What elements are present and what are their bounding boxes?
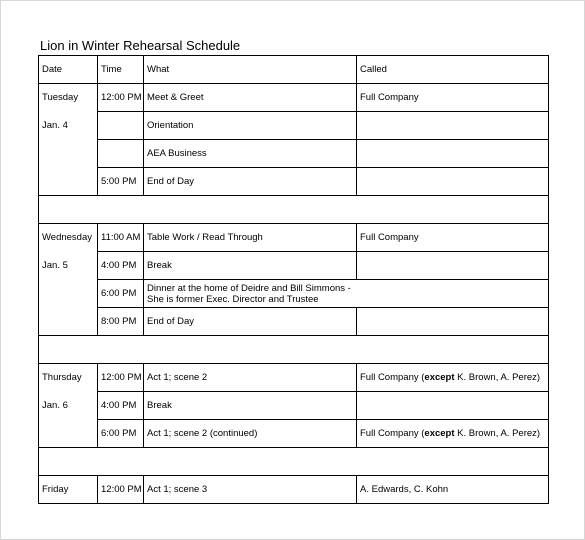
date-label: Jan. 5 xyxy=(39,252,98,280)
table-row xyxy=(39,392,549,420)
date-blank xyxy=(39,168,98,196)
spacer-row xyxy=(39,336,549,364)
header-called: Called xyxy=(357,56,549,84)
date-blank xyxy=(39,308,98,336)
time-cell: 8:00 PM xyxy=(98,308,144,336)
table-row xyxy=(39,280,549,308)
what-cell: End of Day xyxy=(144,308,357,336)
what-cell: Orientation xyxy=(144,112,357,140)
what-cell: Act 1; scene 2 xyxy=(144,364,357,392)
date-blank xyxy=(39,420,98,448)
date-blank xyxy=(39,140,98,168)
called-cell: Full Company xyxy=(357,84,549,112)
time-cell xyxy=(98,140,144,168)
spacer-cell xyxy=(39,448,549,476)
header-time: Time xyxy=(98,56,144,84)
table-row xyxy=(39,364,549,392)
called-except: except xyxy=(424,372,455,383)
date-blank xyxy=(39,280,98,308)
spacer-row xyxy=(39,196,549,224)
what-cell: Break xyxy=(144,252,357,280)
what-cell: Break xyxy=(144,392,357,420)
schedule-table xyxy=(38,55,549,504)
header-what: What xyxy=(144,56,357,84)
table-row xyxy=(39,168,549,196)
time-cell: 11:00 AM xyxy=(98,224,144,252)
called-pre: Full Company ( xyxy=(360,428,425,439)
day-label: Wednesday xyxy=(39,224,98,252)
time-cell: 12:00 PM xyxy=(98,84,144,112)
called-cell xyxy=(357,420,549,448)
time-cell: 12:00 PM xyxy=(98,364,144,392)
spacer-cell xyxy=(39,336,549,364)
called-cell xyxy=(357,140,549,168)
time-cell xyxy=(98,112,144,140)
time-cell: 4:00 PM xyxy=(98,252,144,280)
table-row xyxy=(39,140,549,168)
called-except: except xyxy=(424,428,455,439)
day-label: Tuesday xyxy=(39,84,98,112)
day-label: Thursday xyxy=(39,364,98,392)
table-row xyxy=(39,476,549,504)
time-cell: 12:00 PM xyxy=(98,476,144,504)
table-row xyxy=(39,224,549,252)
day-label: Friday xyxy=(39,476,98,504)
what-cell: AEA Business xyxy=(144,140,357,168)
what-cell: Act 1; scene 2 (continued) xyxy=(144,420,357,448)
called-pre: Full Company ( xyxy=(360,372,425,383)
time-cell: 6:00 PM xyxy=(98,280,144,308)
date-label: Jan. 4 xyxy=(39,112,98,140)
time-cell: 4:00 PM xyxy=(98,392,144,420)
called-cell xyxy=(357,112,549,140)
header-row xyxy=(39,56,549,84)
table-row xyxy=(39,84,549,112)
what-cell-multiline xyxy=(144,280,549,308)
called-cell xyxy=(357,252,549,280)
called-cell xyxy=(357,308,549,336)
schedule-title: Lion in Winter Rehearsal Schedule xyxy=(40,38,241,53)
spacer-cell xyxy=(39,196,549,224)
what-line-2: She is former Exec. Director and Trustee xyxy=(147,293,319,305)
date-label: Jan. 6 xyxy=(39,392,98,420)
time-cell: 5:00 PM xyxy=(98,168,144,196)
time-cell: 6:00 PM xyxy=(98,420,144,448)
called-cell: Full Company xyxy=(357,224,549,252)
what-cell: Act 1; scene 3 xyxy=(144,476,357,504)
called-post: K. Brown, A. Perez) xyxy=(454,372,541,383)
called-cell xyxy=(357,392,549,420)
table-row xyxy=(39,252,549,280)
spacer-row xyxy=(39,448,549,476)
called-post: K. Brown, A. Perez) xyxy=(454,428,541,439)
what-cell: Meet & Greet xyxy=(144,84,357,112)
table-row xyxy=(39,308,549,336)
what-cell: End of Day xyxy=(144,168,357,196)
what-cell: Table Work / Read Through xyxy=(144,224,357,252)
header-date: Date xyxy=(39,56,98,84)
called-cell xyxy=(357,168,549,196)
what-line-1: Dinner at the home of Deidre and Bill Simmons - xyxy=(147,282,351,294)
table-row xyxy=(39,112,549,140)
called-cell xyxy=(357,364,549,392)
called-cell: A. Edwards, C. Kohn xyxy=(357,476,549,504)
table-row xyxy=(39,420,549,448)
